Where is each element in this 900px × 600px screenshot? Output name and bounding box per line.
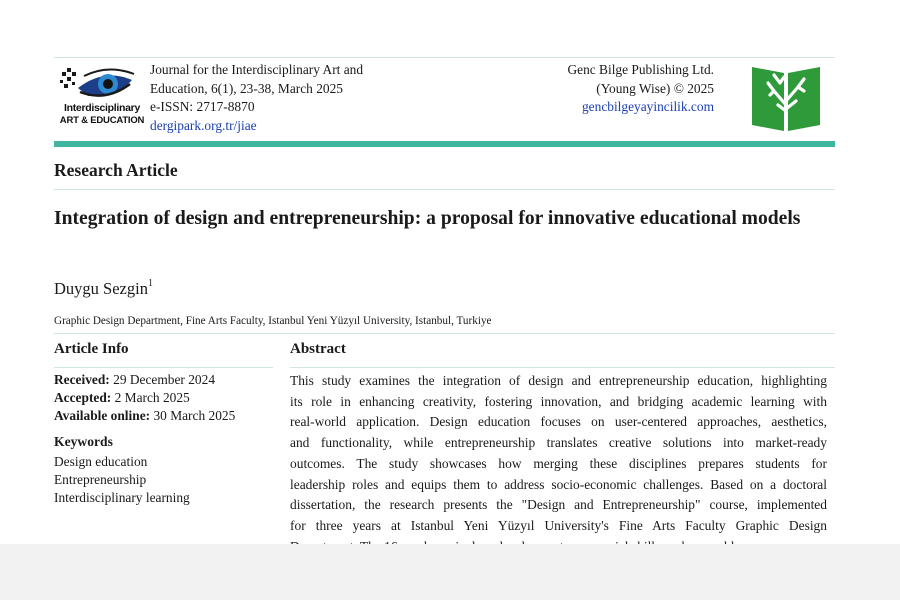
keyword-item: Interdisciplinary learning	[54, 490, 190, 506]
accepted-date: Accepted: 2 March 2025	[54, 390, 190, 406]
keyword-item: Entrepreneurship	[54, 472, 147, 488]
abstract-line: dissertation, the research presents the "Design and Entrepreneurship" course, implemented	[290, 497, 827, 513]
eye-icon	[58, 66, 146, 106]
abstract-line: This study examines the integration of design and entrepreneurship education, highlighting	[290, 373, 827, 388]
article-info-heading: Article Info	[54, 341, 129, 357]
received-date: Received: 29 December 2024	[54, 372, 216, 387]
publisher-url-link[interactable]: gencbilgeyayincilik.com	[581, 99, 714, 114]
keyword-item: Design education	[54, 454, 148, 469]
keywords-heading: Keywords	[54, 434, 113, 449]
abstract-text	[290, 371, 827, 557]
keywords-list	[54, 453, 190, 508]
page-bottom-fade	[0, 544, 900, 600]
affiliation: Graphic Design Department, Fine Arts Faculty, Istanbul Yeni Yüzyıl University, Istanbul, Turkiye	[54, 315, 492, 327]
publisher-logo	[750, 61, 822, 133]
abstract-line: leadership roles and equips them to address socio-economic challenges. Based on a doctoral	[290, 476, 827, 492]
header-accent-bar	[54, 141, 835, 147]
abstract-line: and functionality, while entrepreneurship translates creative solutions into market-ready	[290, 435, 827, 451]
abstract-line: outcomes. The study showcases how merging these disciplines prepares students for	[290, 455, 827, 471]
abstract-heading: Abstract	[290, 341, 346, 357]
article-type: Research Article	[54, 160, 178, 180]
journal-url-link[interactable]: dergipark.org.tr/jiae	[150, 117, 257, 133]
publisher-name: Genc Bilge Publishing Ltd.	[567, 62, 714, 77]
logo-word-interdisciplinary: Interdisciplinary	[63, 102, 140, 114]
publisher-copyright: (Young Wise) © 2025	[596, 80, 714, 96]
abstract-line: its role in enhancing creativity, fostering innovation, and bridging academic learning with	[290, 393, 827, 409]
article-title: Integration of design and entrepreneurship: a proposal for innovative educational models	[54, 208, 801, 229]
abstract-rule	[290, 367, 835, 368]
author-name: Duygu Sezgin	[54, 279, 148, 298]
abstract-line: for three years at Istanbul Yeni Yüzyıl University's Fine Arts Faculty Graphic Design	[290, 517, 827, 533]
abstract-line: real-world application. Design education focuses on user-centered approaches, aesthetics,	[290, 414, 827, 430]
journal-info	[150, 61, 363, 135]
logo-word-art-education: ART & EDUCATION	[59, 115, 145, 126]
journal-name-line2: Education, 6(1), 23-38, March 2025	[150, 80, 344, 96]
journal-issn: e-ISSN: 2717-8870	[150, 99, 255, 114]
tree-book-icon	[750, 61, 822, 133]
article-info-rule	[54, 367, 273, 368]
affiliation-rule	[54, 333, 835, 334]
article-type-rule	[54, 189, 835, 190]
header-top-rule	[54, 57, 835, 58]
publisher-info	[500, 61, 714, 117]
author-affiliation-mark: 1	[147, 277, 153, 289]
journal-name-line1: Journal for the Interdisciplinary Art and	[150, 62, 364, 77]
online-date: Available online: 30 March 2025	[54, 408, 236, 424]
author	[54, 279, 153, 299]
journal-logo	[58, 66, 146, 132]
article-dates	[54, 371, 235, 426]
